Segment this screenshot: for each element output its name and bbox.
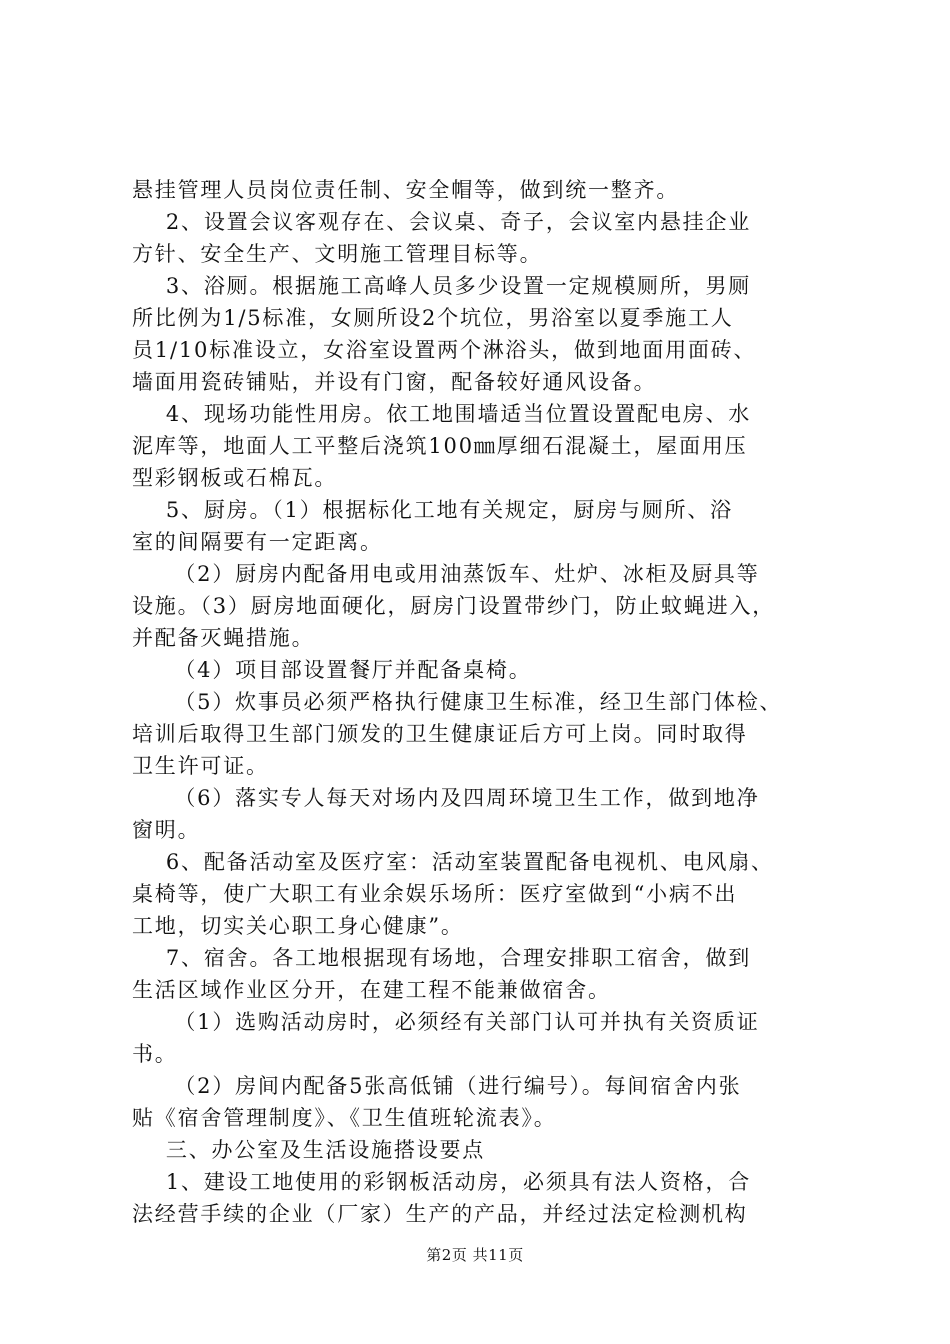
body-line: 4、现场功能性用房。依工地围墙适当位置设置配电房、水	[132, 402, 752, 426]
body-line: 5、厨房。（1）根据标化工地有关规定，厨房与厕所、浴	[132, 498, 733, 522]
body-line: 墙面用瓷砖铺贴，并设有门窗，配备较好通风设备。	[132, 370, 657, 394]
section-heading: 三、办公室及生活设施搭设要点	[132, 1138, 486, 1162]
body-line: （6）落实专人每天对场内及四周环境卫生工作，做到地净	[132, 786, 760, 810]
body-line: 员1/10标准设立，女浴室设置两个淋浴头，做到地面用面砖、	[132, 338, 757, 362]
body-line: 窗明。	[132, 818, 201, 842]
body-line: 并配备灭蝇措施。	[132, 626, 315, 650]
body-line: 书。	[132, 1042, 178, 1066]
body-line: 工地，切实关心职工身心健康”。	[132, 914, 464, 938]
body-line: 法经营手续的企业（厂家）生产的产品，并经过法定检测机构	[132, 1202, 748, 1226]
body-line: 泥库等，地面人工平整后浇筑100㎜厚细石混凝土，屋面用压	[132, 434, 748, 458]
body-line: 设施。（3）厨房地面硬化，厨房门设置带纱门，防止蚊蝇进入，	[132, 594, 776, 618]
body-line: 1、建设工地使用的彩钢板活动房，必须具有法人资格，合	[132, 1170, 752, 1194]
body-line: 培训后取得卫生部门颁发的卫生健康证后方可上岗。同时取得	[132, 722, 748, 746]
page-number: 第2页 共11页	[426, 1246, 524, 1264]
body-line: （2）房间内配备5张高低铺（进行编号）。每间宿舍内张	[132, 1074, 742, 1098]
body-line: （5）炊事员必须严格执行健康卫生标准，经卫生部门体检、	[132, 690, 783, 714]
body-line: 桌椅等，使广大职工有业余娱乐场所：医疗室做到“小病不出	[132, 882, 738, 906]
body-line: 生活区域作业区分开，在建工程不能兼做宿舍。	[132, 978, 611, 1002]
body-line: （2）厨房内配备用电或用油蒸饭车、灶炉、冰柜及厨具等	[132, 562, 760, 586]
body-line: 方针、安全生产、文明施工管理目标等。	[132, 242, 543, 266]
body-line: 悬挂管理人员岗位责任制、安全帽等，做到统一整齐。	[132, 178, 680, 202]
body-line: 3、浴厕。根据施工高峰人员多少设置一定规模厕所，男厕	[132, 274, 752, 298]
body-line: 7、宿舍。各工地根据现有场地，合理安排职工宿舍，做到	[132, 946, 752, 970]
body-line: 6、配备活动室及医疗室：活动室装置配备电视机、电风扇、	[132, 850, 774, 874]
body-line: 贴《宿舍管理制度》、《卫生值班轮流表》。	[132, 1106, 557, 1130]
body-line: 型彩钢板或石棉瓦。	[132, 466, 338, 490]
body-line: 卫生许可证。	[132, 754, 269, 778]
body-line: （4）项目部设置餐厅并配备桌椅。	[132, 658, 532, 682]
body-line: 室的间隔要有一定距离。	[132, 530, 383, 554]
body-line: 2、设置会议客观存在、会议桌、奇子，会议室内悬挂企业	[132, 210, 752, 234]
body-line: 所比例为1/5标准，女厕所设2个坑位，男浴室以夏季施工人	[132, 306, 734, 330]
body-line: （1）选购活动房时，必须经有关部门认可并执有关资质证	[132, 1010, 760, 1034]
